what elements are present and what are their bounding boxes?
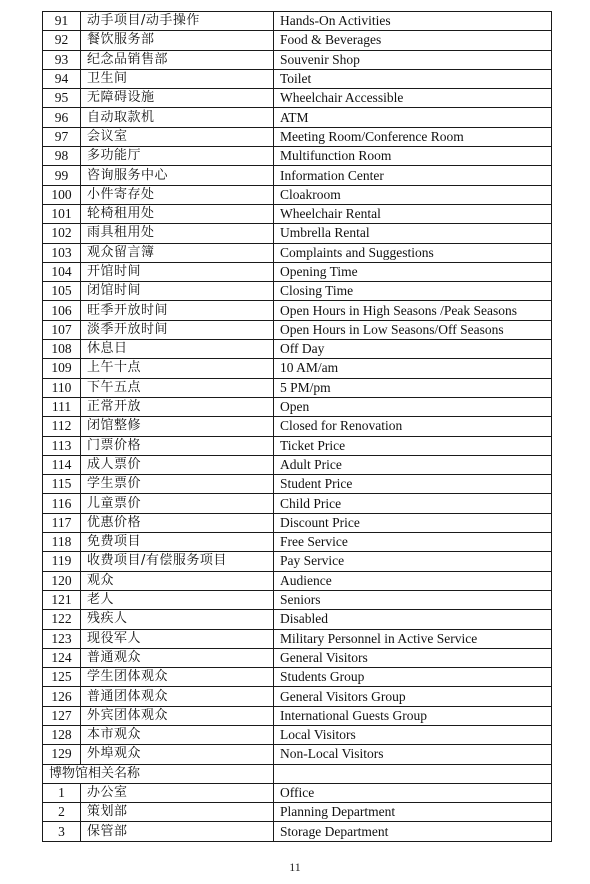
- term-number-cell: 129: [43, 745, 81, 764]
- term-number-cell: 103: [43, 243, 81, 262]
- table-row: [43, 12, 552, 31]
- term-number-cell: 93: [43, 50, 81, 69]
- term-number-cell: 2: [43, 803, 81, 822]
- english-term-cell: Complaints and Suggestions: [274, 243, 552, 262]
- term-number-cell: 124: [43, 648, 81, 667]
- english-term-cell: Toilet: [274, 69, 552, 88]
- chinese-term-cell: 休息日: [81, 340, 274, 359]
- chinese-term-cell: 无障碍设施: [81, 89, 274, 108]
- chinese-term-cell: 下午五点: [81, 378, 274, 397]
- chinese-term-cell: 餐饮服务部: [81, 31, 274, 50]
- chinese-term-cell: 外埠观众: [81, 745, 274, 764]
- table-row: [43, 340, 552, 359]
- table-row: [43, 783, 552, 802]
- table-row: [43, 745, 552, 764]
- term-number-cell: 94: [43, 69, 81, 88]
- term-number-cell: 126: [43, 687, 81, 706]
- term-number-cell: 121: [43, 590, 81, 609]
- table-row: [43, 803, 552, 822]
- english-term-cell: Discount Price: [274, 513, 552, 532]
- chinese-term-cell: 外宾团体观众: [81, 706, 274, 725]
- section-heading: 博物馆相关名称: [43, 764, 274, 783]
- term-number-cell: 127: [43, 706, 81, 725]
- chinese-term-cell: 观众留言簿: [81, 243, 274, 262]
- table-row: [43, 494, 552, 513]
- table-row: [43, 475, 552, 494]
- english-term-cell: Open Hours in High Seasons /Peak Seasons: [274, 301, 552, 320]
- english-term-cell: Free Service: [274, 533, 552, 552]
- term-number-cell: 111: [43, 397, 81, 416]
- chinese-term-cell: 现役军人: [81, 629, 274, 648]
- chinese-term-cell: 残疾人: [81, 610, 274, 629]
- english-term-cell: Planning Department: [274, 803, 552, 822]
- table-row: [43, 687, 552, 706]
- english-term-cell: Umbrella Rental: [274, 224, 552, 243]
- english-term-cell: International Guests Group: [274, 706, 552, 725]
- glossary-table: [42, 11, 552, 842]
- english-term-cell: Students Group: [274, 668, 552, 687]
- chinese-term-cell: 普通观众: [81, 648, 274, 667]
- table-row: [43, 127, 552, 146]
- table-row: [43, 725, 552, 744]
- english-term-cell: Wheelchair Accessible: [274, 89, 552, 108]
- page-number: 11: [289, 860, 301, 874]
- english-term-cell: Military Personnel in Active Service: [274, 629, 552, 648]
- chinese-term-cell: 淡季开放时间: [81, 320, 274, 339]
- table-row: [43, 822, 552, 841]
- chinese-term-cell: 优惠价格: [81, 513, 274, 532]
- chinese-term-cell: 学生团体观众: [81, 668, 274, 687]
- chinese-term-cell: 上午十点: [81, 359, 274, 378]
- table-row: [43, 648, 552, 667]
- table-row: [43, 706, 552, 725]
- section-heading-row: [43, 764, 552, 783]
- table-row: [43, 455, 552, 474]
- english-term-cell: 10 AM/am: [274, 359, 552, 378]
- term-number-cell: 116: [43, 494, 81, 513]
- english-term-cell: Closed for Renovation: [274, 417, 552, 436]
- table-row: [43, 668, 552, 687]
- table-row: [43, 436, 552, 455]
- chinese-term-cell: 旺季开放时间: [81, 301, 274, 320]
- table-row: [43, 513, 552, 532]
- table-row: [43, 185, 552, 204]
- table-row: [43, 50, 552, 69]
- table-row: [43, 301, 552, 320]
- english-term-cell: Multifunction Room: [274, 147, 552, 166]
- chinese-term-cell: 老人: [81, 590, 274, 609]
- english-term-cell: Open Hours in Low Seasons/Off Seasons: [274, 320, 552, 339]
- term-number-cell: 96: [43, 108, 81, 127]
- table-row: [43, 262, 552, 281]
- english-term-cell: Student Price: [274, 475, 552, 494]
- term-number-cell: 99: [43, 166, 81, 185]
- english-term-cell: Meeting Room/Conference Room: [274, 127, 552, 146]
- term-number-cell: 118: [43, 533, 81, 552]
- term-number-cell: 125: [43, 668, 81, 687]
- chinese-term-cell: 雨具租用处: [81, 224, 274, 243]
- chinese-term-cell: 开馆时间: [81, 262, 274, 281]
- english-term-cell: Ticket Price: [274, 436, 552, 455]
- term-number-cell: 97: [43, 127, 81, 146]
- english-term-cell: General Visitors: [274, 648, 552, 667]
- english-term-cell: Food & Beverages: [274, 31, 552, 50]
- chinese-term-cell: 自动取款机: [81, 108, 274, 127]
- glossary-table-body: [43, 12, 552, 842]
- term-number-cell: 102: [43, 224, 81, 243]
- table-row: [43, 378, 552, 397]
- term-number-cell: 1: [43, 783, 81, 802]
- table-row: [43, 31, 552, 50]
- table-row: [43, 629, 552, 648]
- english-term-cell: Information Center: [274, 166, 552, 185]
- english-term-cell: Off Day: [274, 340, 552, 359]
- table-row: [43, 417, 552, 436]
- empty-cell: [274, 764, 552, 783]
- term-number-cell: 100: [43, 185, 81, 204]
- english-term-cell: Seniors: [274, 590, 552, 609]
- english-term-cell: Closing Time: [274, 282, 552, 301]
- term-number-cell: 122: [43, 610, 81, 629]
- english-term-cell: 5 PM/pm: [274, 378, 552, 397]
- english-term-cell: Child Price: [274, 494, 552, 513]
- english-term-cell: Pay Service: [274, 552, 552, 571]
- chinese-term-cell: 收费项目/有偿服务项目: [81, 552, 274, 571]
- table-row: [43, 533, 552, 552]
- table-row: [43, 224, 552, 243]
- english-term-cell: Opening Time: [274, 262, 552, 281]
- chinese-term-cell: 会议室: [81, 127, 274, 146]
- chinese-term-cell: 儿童票价: [81, 494, 274, 513]
- english-term-cell: Storage Department: [274, 822, 552, 841]
- chinese-term-cell: 办公室: [81, 783, 274, 802]
- chinese-term-cell: 免费项目: [81, 533, 274, 552]
- english-term-cell: Wheelchair Rental: [274, 204, 552, 223]
- chinese-term-cell: 卫生间: [81, 69, 274, 88]
- english-term-cell: Local Visitors: [274, 725, 552, 744]
- table-row: [43, 282, 552, 301]
- term-number-cell: 119: [43, 552, 81, 571]
- term-number-cell: 92: [43, 31, 81, 50]
- chinese-term-cell: 成人票价: [81, 455, 274, 474]
- chinese-term-cell: 门票价格: [81, 436, 274, 455]
- table-row: [43, 610, 552, 629]
- english-term-cell: Office: [274, 783, 552, 802]
- term-number-cell: 120: [43, 571, 81, 590]
- english-term-cell: Open: [274, 397, 552, 416]
- term-number-cell: 117: [43, 513, 81, 532]
- chinese-term-cell: 观众: [81, 571, 274, 590]
- english-term-cell: Non-Local Visitors: [274, 745, 552, 764]
- term-number-cell: 114: [43, 455, 81, 474]
- term-number-cell: 115: [43, 475, 81, 494]
- term-number-cell: 109: [43, 359, 81, 378]
- term-number-cell: 123: [43, 629, 81, 648]
- chinese-term-cell: 正常开放: [81, 397, 274, 416]
- english-term-cell: Souvenir Shop: [274, 50, 552, 69]
- term-number-cell: 107: [43, 320, 81, 339]
- term-number-cell: 101: [43, 204, 81, 223]
- english-term-cell: ATM: [274, 108, 552, 127]
- chinese-term-cell: 本市观众: [81, 725, 274, 744]
- term-number-cell: 95: [43, 89, 81, 108]
- table-row: [43, 397, 552, 416]
- english-term-cell: Adult Price: [274, 455, 552, 474]
- chinese-term-cell: 学生票价: [81, 475, 274, 494]
- term-number-cell: 3: [43, 822, 81, 841]
- table-row: [43, 590, 552, 609]
- table-row: [43, 552, 552, 571]
- chinese-term-cell: 咨询服务中心: [81, 166, 274, 185]
- chinese-term-cell: 普通团体观众: [81, 687, 274, 706]
- term-number-cell: 104: [43, 262, 81, 281]
- chinese-term-cell: 闭馆时间: [81, 282, 274, 301]
- table-row: [43, 69, 552, 88]
- chinese-term-cell: 动手项目/动手操作: [81, 12, 274, 31]
- term-number-cell: 113: [43, 436, 81, 455]
- table-row: [43, 89, 552, 108]
- table-row: [43, 320, 552, 339]
- chinese-term-cell: 策划部: [81, 803, 274, 822]
- chinese-term-cell: 小件寄存处: [81, 185, 274, 204]
- chinese-term-cell: 保管部: [81, 822, 274, 841]
- term-number-cell: 98: [43, 147, 81, 166]
- table-row: [43, 147, 552, 166]
- term-number-cell: 106: [43, 301, 81, 320]
- chinese-term-cell: 纪念品销售部: [81, 50, 274, 69]
- table-row: [43, 359, 552, 378]
- table-row: [43, 571, 552, 590]
- chinese-term-cell: 多功能厅: [81, 147, 274, 166]
- table-row: [43, 243, 552, 262]
- table-row: [43, 108, 552, 127]
- english-term-cell: General Visitors Group: [274, 687, 552, 706]
- table-row: [43, 204, 552, 223]
- term-number-cell: 128: [43, 725, 81, 744]
- english-term-cell: Cloakroom: [274, 185, 552, 204]
- chinese-term-cell: 闭馆整修: [81, 417, 274, 436]
- term-number-cell: 112: [43, 417, 81, 436]
- chinese-term-cell: 轮椅租用处: [81, 204, 274, 223]
- term-number-cell: 110: [43, 378, 81, 397]
- term-number-cell: 105: [43, 282, 81, 301]
- term-number-cell: 108: [43, 340, 81, 359]
- english-term-cell: Hands-On Activities: [274, 12, 552, 31]
- english-term-cell: Audience: [274, 571, 552, 590]
- table-row: [43, 166, 552, 185]
- term-number-cell: 91: [43, 12, 81, 31]
- english-term-cell: Disabled: [274, 610, 552, 629]
